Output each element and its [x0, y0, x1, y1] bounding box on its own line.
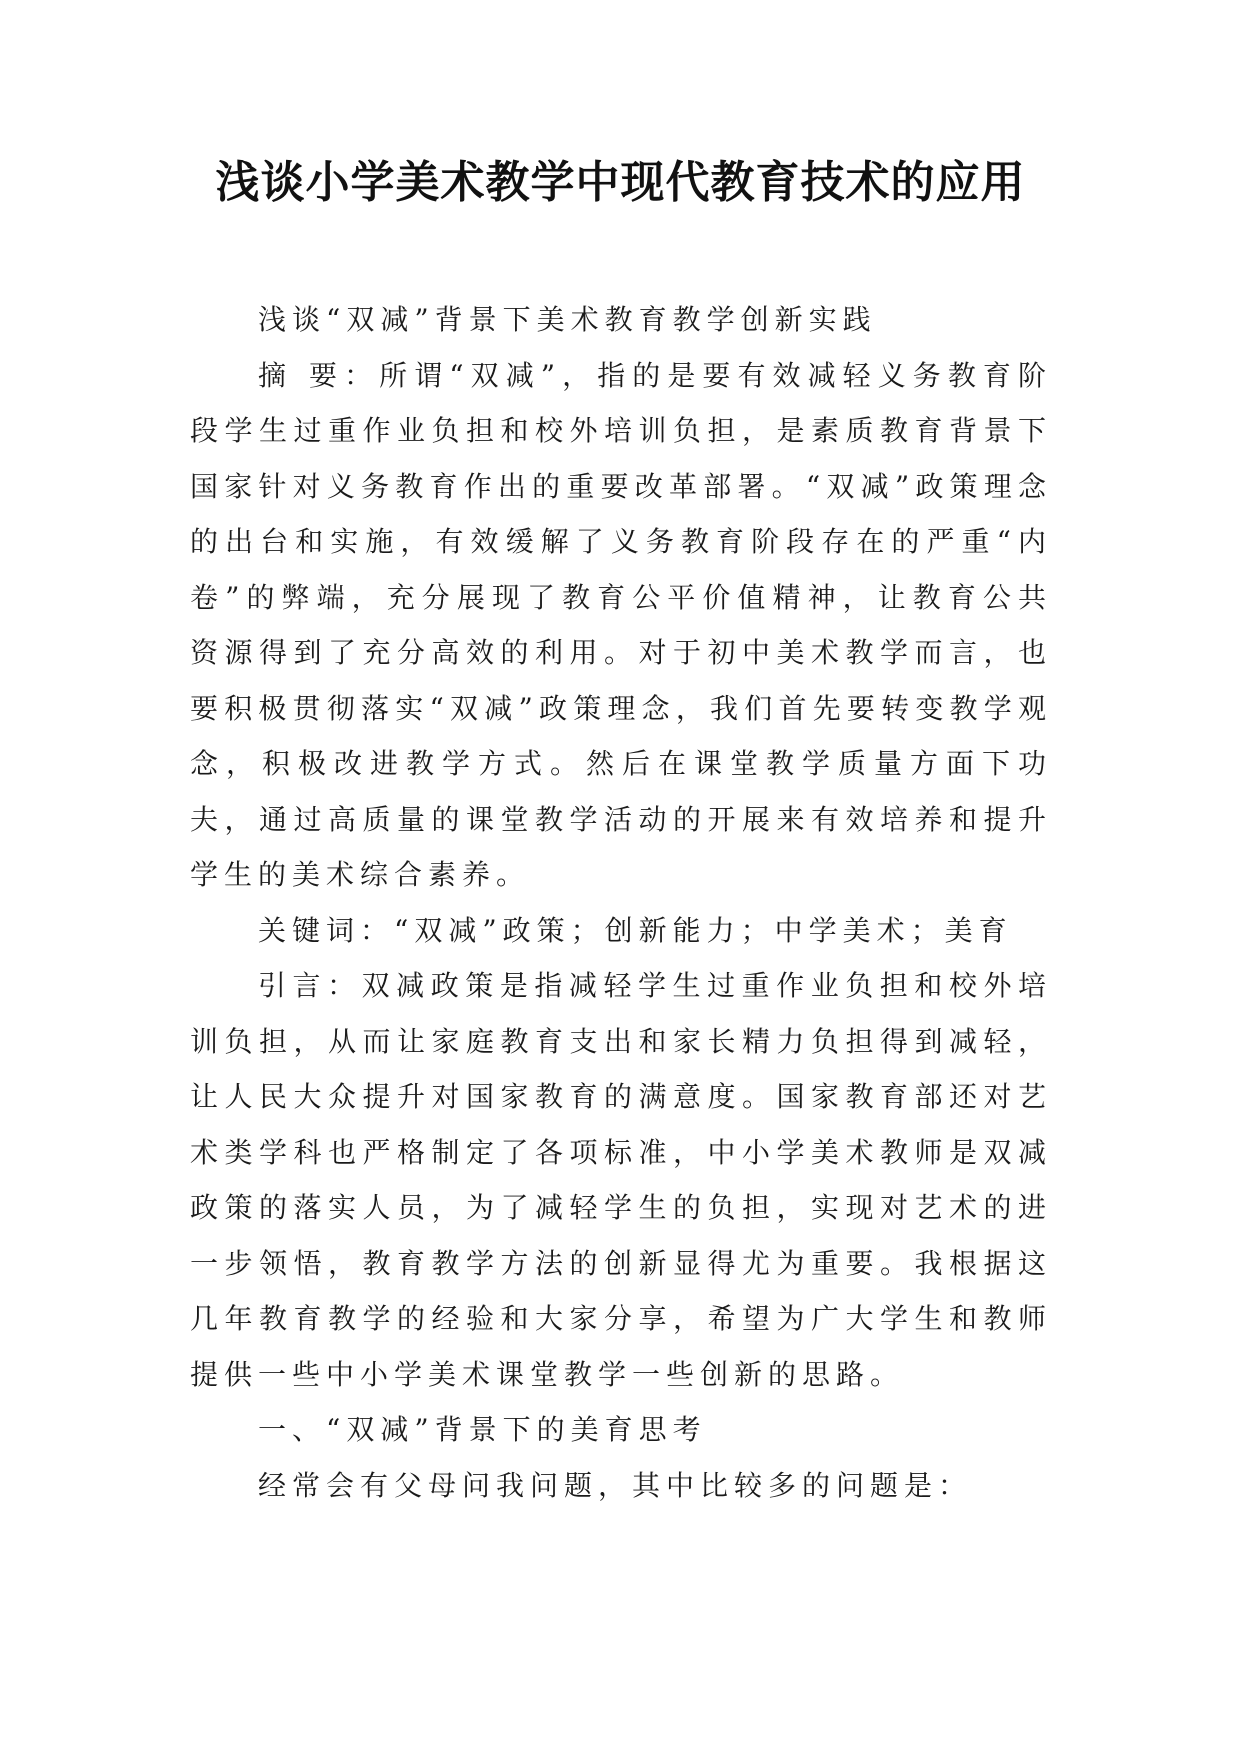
abstract-paragraph: 摘 要：所谓“双减”，指的是要有效减轻义务教育阶段学生过重作业负担和校外培训负担，是素质教育背景下国家针对义务教育作出的重要改革部署。“双减”政策理念的出台和实施，有效缓解了义务教育阶段存在的严重“内卷”的弊端，充分展现了教育公平价值精神，让教育公共资源得到了充分高效的利用。对于初中美术教学而言，也要积极贯彻落实“双减”政策理念，我们首先要转变教学观念，积极改进教学方式。然后在课堂教学质量方面下功夫，通过高质量的课堂教学活动的开展来有效培养和提升学生的美术综合素养。	[190, 358, 1052, 891]
section-heading: 一、“双减”背景下的美育思考	[258, 1413, 707, 1446]
keywords-paragraph: 关键词：“双减”政策；创新能力；中学美术；美育	[258, 913, 1013, 947]
introduction-paragraph: 引言：双减政策是指减轻学生过重作业负担和校外培训负担，从而让家庭教育支出和家长精力负担得到减轻，让人民大众提升对国家教育的满意度。国家教育部还对艺术类学科也严格制定了各项标准，中小学美术教师是双减政策的落实人员，为了减轻学生的负担，实现对艺术的进一步领悟，教育教学方法的创新显得尤为重要。我根据这几年教育教学的经验和大家分享，希望为广大学生和教师提供一些中小学美术课堂教学一些创新的思路。	[190, 969, 1052, 1391]
subtitle-paragraph: 浅谈“双减”背景下美术教育教学创新实践	[258, 303, 877, 336]
body-paragraph: 经常会有父母问我问题，其中比较多的问题是：	[258, 1468, 973, 1502]
document-title: 浅谈小学美术教学中现代教育技术的应用	[215, 157, 1026, 208]
document-body	[190, 292, 1052, 1513]
